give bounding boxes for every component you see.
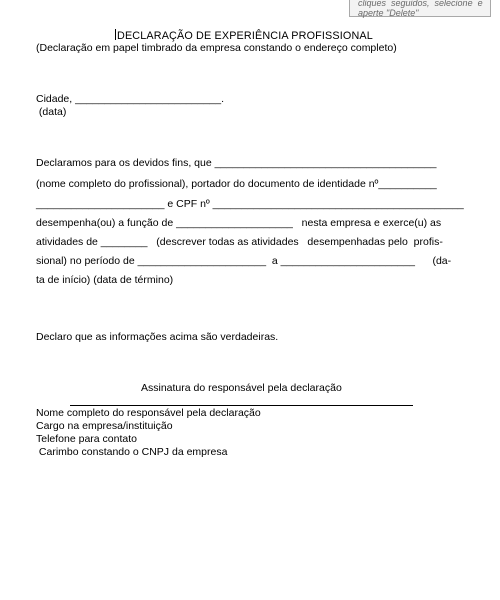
comment-balloon[interactable] xyxy=(349,0,491,17)
signer-role: Cargo na empresa/instituição xyxy=(36,420,173,432)
body-line-5: atividades de ________ (descrever todas as atividades desempenhadas pelo profis- xyxy=(36,236,443,248)
signature-heading: Assinatura do responsável pela declaração xyxy=(141,382,342,394)
document-title-text: DECLARAÇÃO DE EXPERIÊNCIA PROFISSIONAL xyxy=(117,30,373,42)
signature-line xyxy=(70,405,413,406)
city-line: Cidade, _________________________. xyxy=(36,93,225,105)
body-line-7: ta de início) (data de término) xyxy=(36,274,174,286)
declaration-line: Declaro que as informações acima são verdadeiras. xyxy=(36,331,279,343)
comment-text-line-1: cliques seguidos, selecione e xyxy=(358,0,483,8)
body-line-2: (nome completo do profissional), portador do documento de identidade nº__________ xyxy=(36,178,437,190)
body-line-6: sional) no período de ______________________ a _______________________ (da- xyxy=(36,255,452,267)
text-cursor xyxy=(115,29,116,40)
body-line-1: Declaramos para os devidos fins, que ______________________________________ xyxy=(36,157,437,169)
date-label: (data) xyxy=(36,106,67,118)
body-line-4: desempenha(ou) a função de ____________________ nesta empresa e exerce(u) as xyxy=(36,217,442,229)
body-line-3: ______________________ e CPF nº ___________________________________________ xyxy=(36,198,464,210)
signer-name: Nome completo do responsável pela declaração xyxy=(36,407,261,419)
document-title xyxy=(115,29,373,43)
company-stamp: Carimbo constando o CNPJ da empresa xyxy=(36,446,228,458)
document-subtitle: (Declaração em papel timbrado da empresa constando o endereço completo) xyxy=(36,42,397,54)
signer-phone: Telefone para contato xyxy=(36,433,137,445)
comment-text-line-2: aperte "Delete" xyxy=(358,8,419,18)
